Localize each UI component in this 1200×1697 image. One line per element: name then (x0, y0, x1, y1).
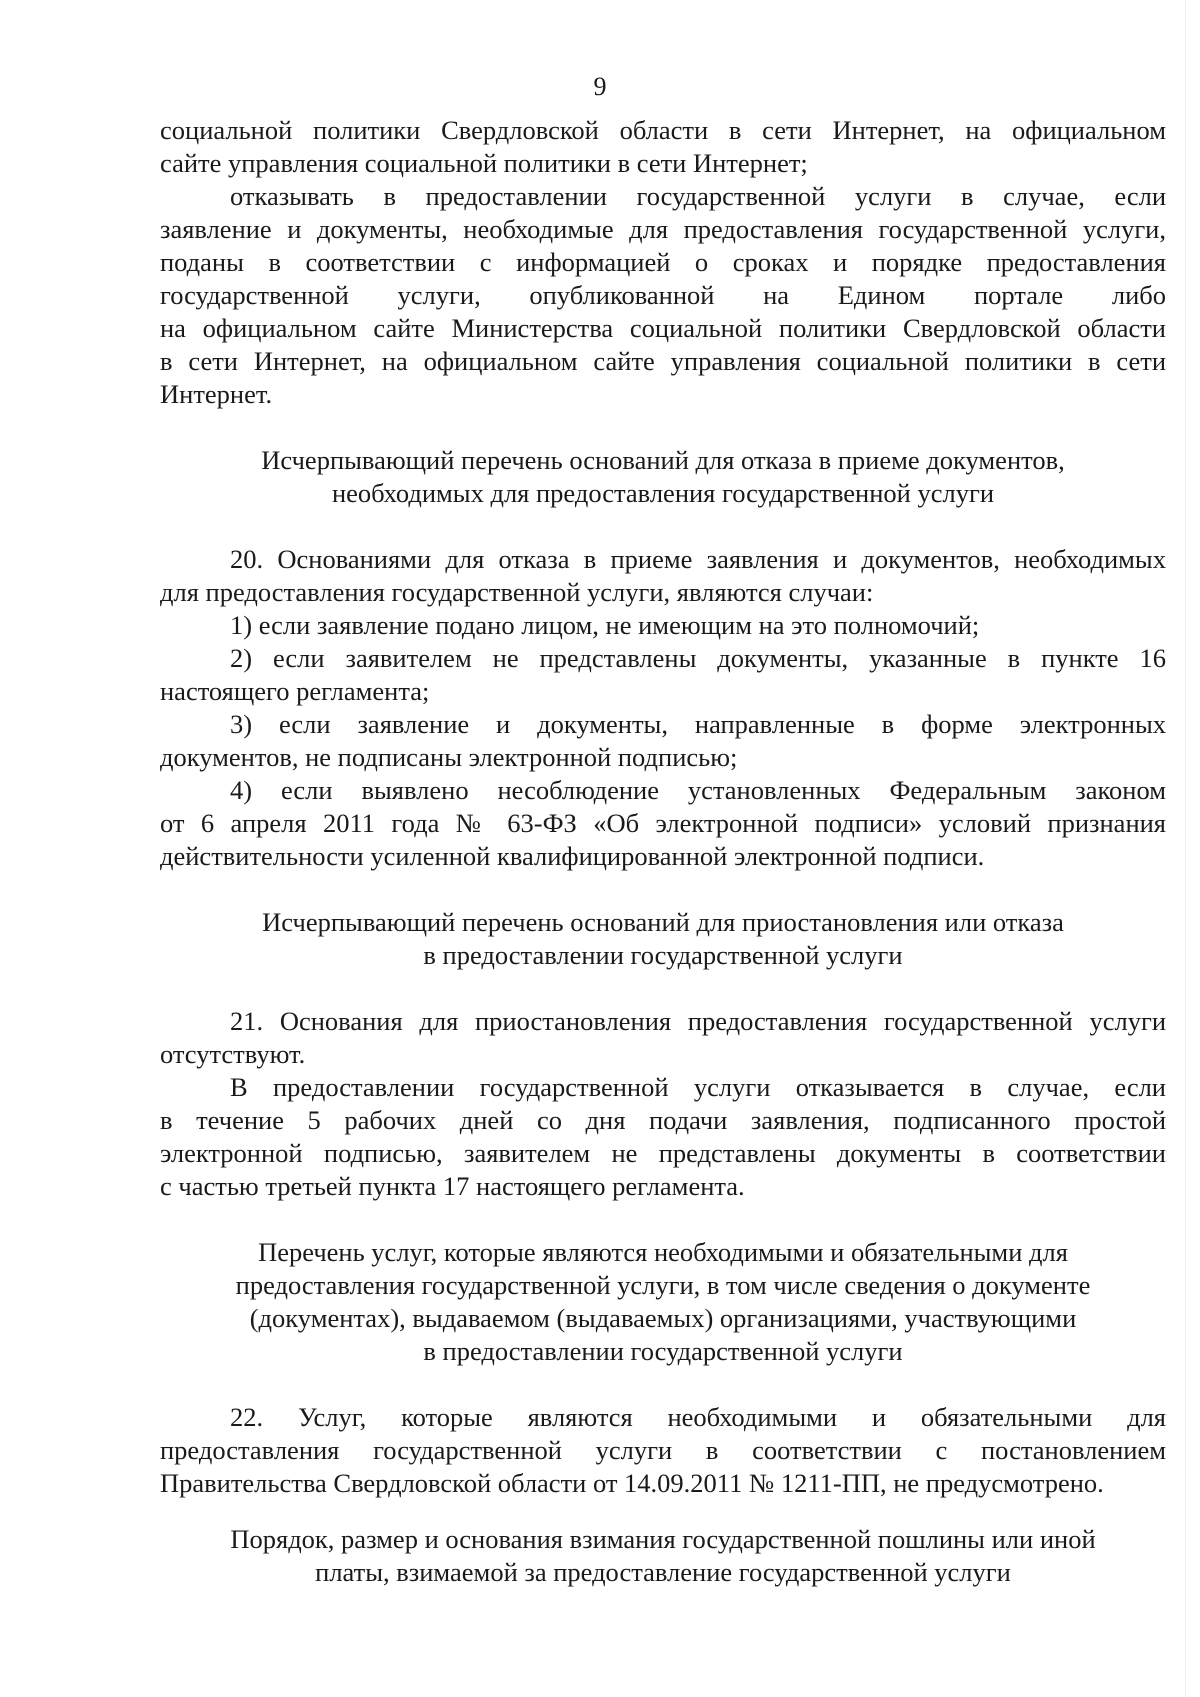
section-heading-fees (160, 1523, 1166, 1589)
text-line: 22. Услуг, которые являются необходимыми и обязательными для (230, 1402, 1166, 1432)
text-line: настоящего регламента; (160, 676, 430, 706)
text-line: Интернет. (160, 379, 273, 409)
text-line: в течение 5 рабочих дней со дня подачи заявления, подписанного простой (160, 1105, 1166, 1135)
text-line: поданы в соответствии с информацией о сроках и порядке предоставления (160, 247, 1166, 277)
section-heading-required-services (160, 1236, 1166, 1368)
heading-line: Исчерпывающий перечень оснований для отказа в приеме документов, (261, 445, 1065, 475)
text-line: заявление и документы, необходимые для предоставления государственной услуги, (160, 214, 1166, 244)
heading-line: Исчерпывающий перечень оснований для приостановления или отказа (262, 907, 1064, 937)
paragraph-22 (160, 1401, 1166, 1500)
page-body (160, 114, 1166, 1589)
heading-line: (документах), выдаваемом (выдаваемых) организациями, участвующими (249, 1303, 1077, 1333)
heading-line: необходимых для предоставления государственной услуги (331, 478, 995, 508)
list-item-4: 4) если выявлено несоблюдение установленных Федеральным законом (230, 775, 1166, 805)
intro-continuation (160, 114, 1166, 180)
spacer (160, 1500, 1166, 1523)
list-item-1: 1) если заявление подано лицом, не имеющим на это полномочий; (230, 610, 980, 640)
spacer (160, 1203, 1166, 1236)
spacer (160, 510, 1166, 543)
page-number: 9 (593, 72, 607, 101)
paragraph-21 (160, 1005, 1166, 1203)
heading-line: Перечень услуг, которые являются необходимыми и обязательными для (258, 1237, 1068, 1267)
paragraph-20 (160, 543, 1166, 873)
section-heading-suspension (160, 906, 1166, 972)
text-line: документов, не подписаны электронной подписью; (160, 742, 738, 772)
text-line: предоставления государственной услуги в соответствии с постановлением (160, 1435, 1166, 1465)
heading-line: Порядок, размер и основания взимания государственной пошлины или иной (230, 1524, 1096, 1554)
text-line: государственной услуги, опубликованной на Едином портале либо (160, 280, 1166, 310)
text-line: В предоставлении государственной услуги отказывается в случае, если (230, 1072, 1166, 1102)
refusal-paragraph (160, 180, 1166, 411)
text-line: действительности усиленной квалифицированной электронной подписи. (160, 841, 985, 871)
text-line: отказывать в предоставлении государственной услуги в случае, если (230, 181, 1166, 211)
text-line: в сети Интернет, на официальном сайте управления социальной политики в сети (160, 346, 1166, 376)
spacer (160, 411, 1166, 444)
scan-edge-line (1185, 0, 1186, 1697)
text-line: электронной подписью, заявителем не представлены документы в соответствии (160, 1138, 1166, 1168)
heading-line: в предоставлении государственной услуги (423, 940, 903, 970)
section-heading-refusal-docs (160, 444, 1166, 510)
text-line: с частью третьей пункта 17 настоящего регламента. (160, 1171, 745, 1201)
heading-line: в предоставлении государственной услуги (423, 1336, 903, 1366)
heading-line: предоставления государственной услуги, в том числе сведения о документе (235, 1270, 1091, 1300)
spacer (160, 972, 1166, 1005)
list-item-2: 2) если заявителем не представлены документы, указанные в пункте 16 (230, 643, 1166, 673)
text-line: Правительства Свердловской области от 14.09.2011 № 1211-ПП, не предусмотрено. (160, 1468, 1104, 1498)
text-line: на официальном сайте Министерства социальной политики Свердловской области (160, 313, 1166, 343)
text-line: 20. Основаниями для отказа в приеме заявления и документов, необходимых (230, 544, 1166, 574)
text-line: от 6 апреля 2011 года № 63-ФЗ «Об электронной подписи» условий признания (160, 808, 1166, 838)
spacer (160, 1368, 1166, 1401)
list-item-3: 3) если заявление и документы, направленные в форме электронных (230, 709, 1166, 739)
text-line: социальной политики Свердловской области в сети Интернет, на официальном (160, 115, 1166, 145)
text-line: для предоставления государственной услуги, являются случаи: (160, 577, 874, 607)
spacer (160, 873, 1166, 906)
heading-line: платы, взимаемой за предоставление государственной услуги (315, 1557, 1011, 1587)
text-line: сайте управления социальной политики в сети Интернет; (160, 148, 808, 178)
text-line: отсутствуют. (160, 1039, 306, 1069)
text-line: 21. Основания для приостановления предоставления государственной услуги (230, 1006, 1166, 1036)
